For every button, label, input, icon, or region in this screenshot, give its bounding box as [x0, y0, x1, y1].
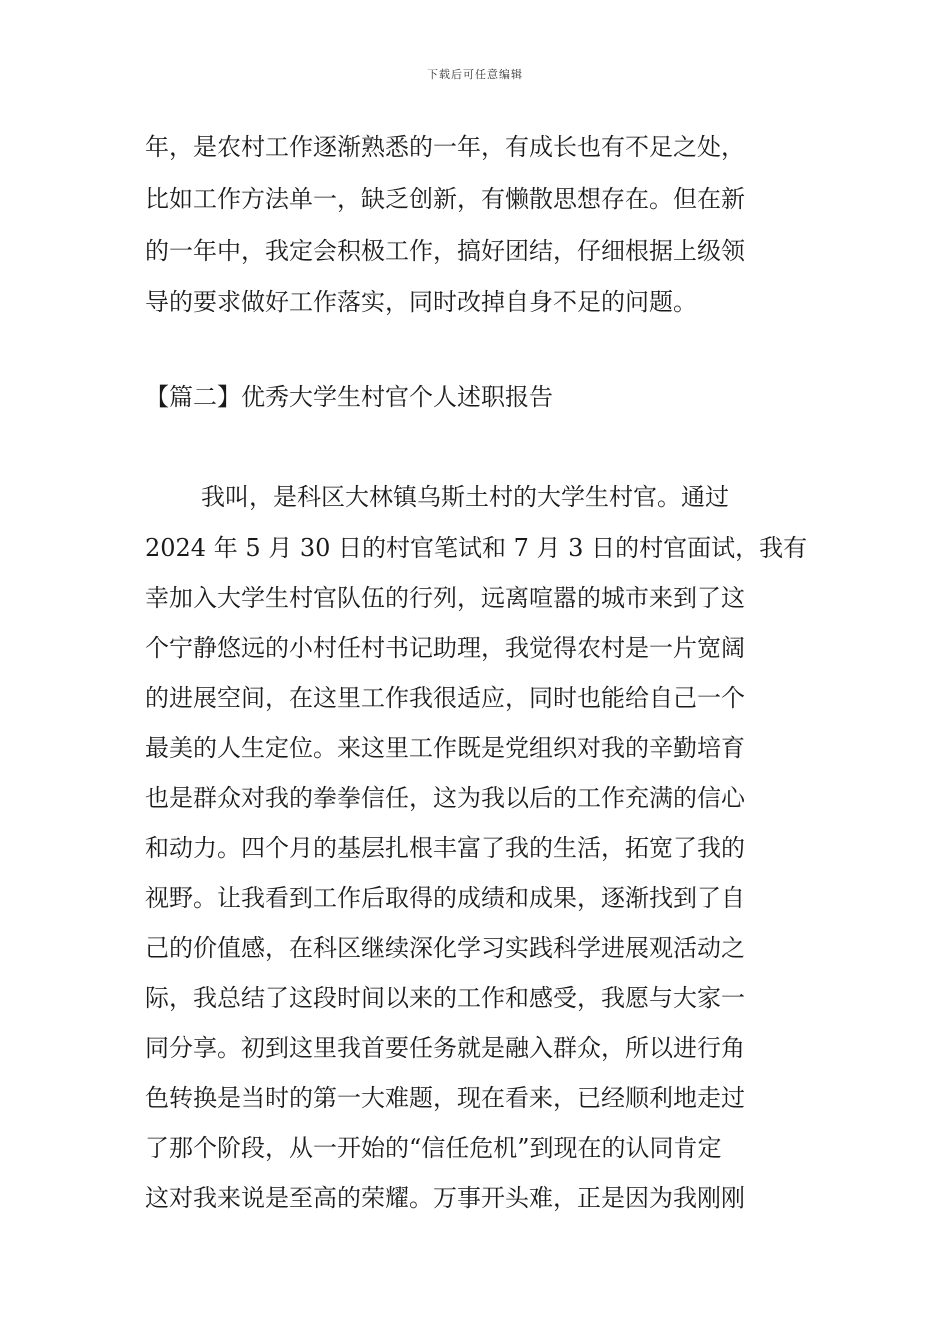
text-line: 了那个阶段，从一开始的“信任危机”到现在的认同肯定 [145, 1134, 722, 1162]
text-line: 色转换是当时的第一大难题，现在看来，已经顺利地走过 [145, 1084, 745, 1112]
text-line: 的一年中，我定会积极工作，搞好团结，仔细根据上级领 [145, 237, 745, 265]
text-line: 个宁静悠远的小村任村书记助理，我觉得农村是一片宽阔 [145, 634, 745, 662]
text-line: 的进展空间，在这里工作我很适应，同时也能给自己一个 [145, 684, 745, 712]
text-line: 己的价值感，在科区继续深化学习实践科学进展观活动之 [145, 934, 745, 962]
page-header: 下载后可任意编辑 [427, 68, 523, 81]
text-line: 也是群众对我的拳拳信任，这为我以后的工作充满的信心 [145, 784, 745, 812]
text-line: 2024 年 5 月 30 日的村官笔试和 7 月 3 日的村官面试，我有 [145, 534, 808, 562]
text-line: 最美的人生定位。来这里工作既是党组织对我的辛勤培育 [145, 734, 745, 762]
text-line: 这对我来说是至高的荣耀。万事开头难，正是因为我刚刚 [145, 1184, 745, 1212]
text-line: 和动力。四个月的基层扎根丰富了我的生活，拓宽了我的 [145, 834, 745, 862]
text-line: 同分享。初到这里我首要任务就是融入群众，所以进行角 [145, 1034, 745, 1062]
text-line: 年，是农村工作逐渐熟悉的一年，有成长也有不足之处， [145, 133, 745, 161]
text-line: 际，我总结了这段时间以来的工作和感受，我愿与大家一 [145, 984, 745, 1012]
text-line: 视野。让我看到工作后取得的成绩和成果，逐渐找到了自 [145, 884, 745, 912]
text-line: 比如工作方法单一，缺乏创新，有懒散思想存在。但在新 [145, 185, 745, 213]
section-heading: 【篇二】优秀大学生村官个人述职报告 [145, 383, 553, 411]
text-line: 幸加入大学生村官队伍的行列，远离喧嚣的城市来到了这 [145, 584, 745, 612]
text-line: 导的要求做好工作落实，同时改掉自身不足的问题。 [145, 288, 697, 316]
text-line: 我叫，是科区大林镇乌斯土村的大学生村官。通过 [201, 483, 729, 511]
